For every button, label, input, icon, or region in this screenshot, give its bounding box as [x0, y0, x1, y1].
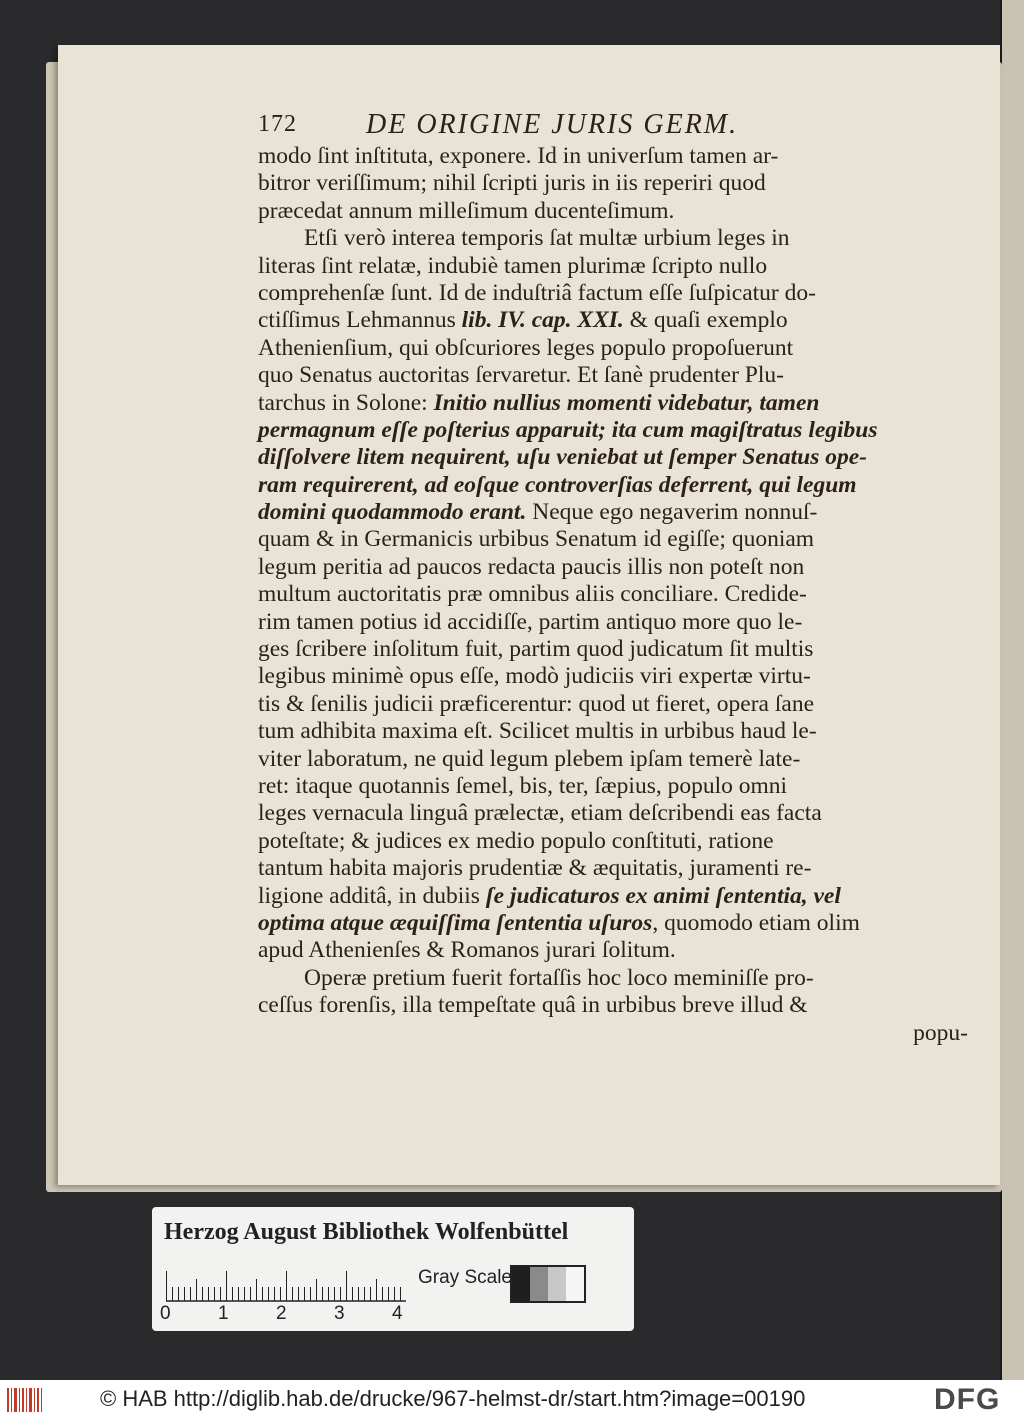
ruler — [166, 1263, 406, 1303]
text-segment: poteſtate; & judices ex medio populo conſtituti, ratione — [258, 827, 774, 854]
italic-segment: diſſolvere litem nequirent, uſu veniebat ut ſemper Senatus ope- — [258, 444, 868, 471]
text-line — [258, 937, 978, 964]
text-line — [258, 499, 978, 526]
ruler-number: 2 — [276, 1303, 287, 1324]
italic-segment: ſe judicaturos ex animi ſententia, vel — [485, 882, 841, 909]
text-line — [258, 362, 978, 389]
italic-segment: ram requirerent, ad eoſque controverſias deferrent, qui legum — [258, 471, 857, 498]
text-segment: viter laboratum, ne quid legum plebem ipſam temerè late- — [258, 745, 801, 772]
text-line — [258, 609, 978, 636]
text-segment: ret: itaque quotannis ſemel, bis, ter, ſæpius, populo omni — [258, 772, 788, 799]
text-segment: literas ſint relatæ, indubiè tamen plurimæ ſcripto nullo — [258, 252, 768, 279]
book-page — [58, 45, 1000, 1185]
ruler-number: 1 — [218, 1303, 229, 1324]
running-head — [258, 109, 978, 143]
text-line — [258, 746, 978, 773]
body-text — [258, 143, 978, 1020]
gray-patch — [530, 1267, 548, 1301]
italic-segment: Initio nullius momenti videbatur, tamen — [433, 389, 820, 416]
text-segment: leges vernacula linguâ prælectæ, etiam deſcribendi eas facta — [258, 800, 822, 827]
text-segment: ges ſcribere inſolitum fuit, partim quod judicatum ſit multis — [258, 636, 814, 663]
italic-segment: optima atque æquiſſima ſententia uſuros — [258, 909, 653, 936]
text-line — [258, 444, 978, 471]
text-segment: tantum habita majoris prudentiæ & æquitatis, juramenti re- — [258, 855, 812, 882]
page-text-block — [258, 109, 978, 1047]
text-line — [258, 773, 978, 800]
text-segment: legibus minimè opus eſſe, modò judiciis viri expertæ virtu- — [258, 663, 811, 690]
text-segment: multum auctoritatis præ omnibus aliis conciliare. Credide- — [258, 581, 807, 608]
ruler-number: 4 — [392, 1303, 403, 1324]
text-segment: comprehenſæ ſunt. Id de induſtriâ factum eſſe ſuſpicatur do- — [258, 279, 816, 306]
text-line — [258, 636, 978, 663]
text-line — [258, 992, 978, 1019]
gray-patch — [548, 1267, 566, 1301]
adjacent-page-edge — [1000, 0, 1024, 1380]
text-segment: tum adhibita maxima eſt. Scilicet multis in urbibus haud le- — [258, 718, 817, 745]
text-line — [258, 965, 978, 992]
text-segment: Etſi verò interea temporis ſat multæ urbium leges in — [304, 225, 790, 252]
gray-scale-patches — [510, 1265, 586, 1303]
text-line — [258, 170, 978, 197]
text-line — [258, 663, 978, 690]
footer-copyright-link[interactable]: © HAB http://diglib.hab.de/drucke/967-helmst-dr/start.htm?image=00190 — [100, 1386, 806, 1411]
text-segment: ligione additâ, in dubiis — [258, 882, 486, 909]
text-line — [258, 855, 978, 882]
gray-patch — [512, 1267, 530, 1301]
text-segment: , quomodo etiam olim — [652, 909, 860, 936]
text-line — [258, 335, 978, 362]
text-segment: & quaſi exemplo — [623, 307, 788, 334]
text-line — [258, 800, 978, 827]
text-segment: quam & in Germanicis urbibus Senatum id egiſſe; quoniam — [258, 526, 815, 553]
text-line — [258, 390, 978, 417]
text-line — [258, 883, 978, 910]
text-segment: quo Senatus auctoritas ſervaretur. Et ſanè prudenter Plu- — [258, 362, 784, 389]
text-segment: ceſſus forenſis, illa tempeſtate quâ in urbibus breve illud & — [258, 992, 808, 1019]
text-line — [258, 417, 978, 444]
footer-bar — [0, 1380, 1024, 1419]
text-line — [258, 691, 978, 718]
text-segment: legum peritia ad paucos redacta paucis illis non poteſt non — [258, 553, 805, 580]
text-line — [258, 225, 978, 252]
ruler-number: 3 — [334, 1303, 345, 1324]
text-line — [258, 910, 978, 937]
text-segment: Neque ego negaverim nonnuſ- — [526, 499, 818, 526]
ruler-number: 0 — [160, 1303, 171, 1324]
running-head-title: DE ORIGINE JURIS GERM. — [366, 109, 739, 140]
text-segment: ctiſſimus Lehmannus — [258, 307, 462, 334]
catchword: popu- — [913, 1019, 968, 1046]
text-segment: bitror veriſſimum; nihil ſcripti juris in iis reperiri quod — [258, 170, 766, 197]
text-line — [258, 718, 978, 745]
color-scale-card — [152, 1207, 634, 1331]
text-segment: præcedat annum milleſimum ducenteſimum. — [258, 197, 675, 224]
dfg-logo: DFG — [934, 1383, 1001, 1416]
text-line — [258, 554, 978, 581]
text-line — [258, 143, 978, 170]
library-name: Herzog August Bibliothek Wolfenbüttel — [164, 1219, 569, 1245]
gray-patch — [566, 1267, 584, 1301]
text-segment: tis & ſenilis judicii præficerentur: quod ut fieret, opera ſane — [258, 690, 815, 717]
text-segment: Operæ pretium fuerit fortaſſis hoc loco meminiſſe pro- — [304, 964, 814, 991]
text-line — [258, 307, 978, 334]
text-line — [258, 526, 978, 553]
text-segment: apud Athenienſes & Romanos jurari ſolitum. — [258, 937, 676, 964]
text-line — [258, 198, 978, 225]
text-line — [258, 581, 978, 608]
text-line — [258, 472, 978, 499]
text-line — [258, 253, 978, 280]
text-line — [258, 280, 978, 307]
text-segment: Athenienſium, qui obſcuriores leges populo propoſuerunt — [258, 334, 794, 361]
text-line — [258, 828, 978, 855]
barcode-icon — [6, 1386, 46, 1414]
text-segment: modo ſint inſtituta, exponere. Id in univerſum tamen ar- — [258, 143, 779, 169]
italic-segment: lib. IV. cap. XXI. — [461, 307, 624, 334]
text-segment: tarchus in Solone: — [258, 389, 434, 416]
page-number: 172 — [258, 111, 297, 137]
gray-scale-label: Gray Scale — [418, 1267, 512, 1288]
italic-segment: permagnum eſſe poſterius apparuit; ita cum magiſtratus legibus — [258, 416, 878, 443]
text-segment: rim tamen potius id accidiſſe, partim antiquo more quo le- — [258, 608, 803, 635]
italic-segment: domini quodammodo erant. — [258, 499, 527, 526]
ruler-numbers — [160, 1303, 410, 1325]
